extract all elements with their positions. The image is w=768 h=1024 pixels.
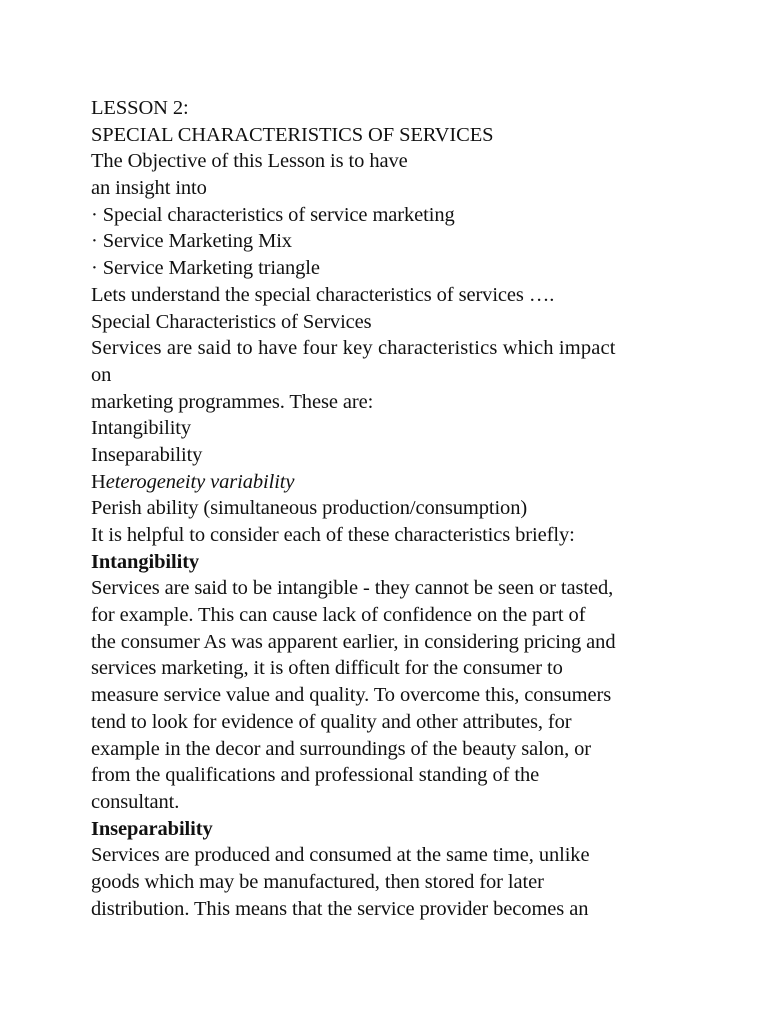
- paragraph-line: for example. This can cause lack of confidence on the part of: [91, 604, 586, 627]
- paragraph-line: services marketing, it is often difficult for the consumer to: [91, 657, 563, 680]
- lesson-title: SPECIAL CHARACTERISTICS OF SERVICES: [91, 123, 494, 146]
- paragraph-line: Services are said to be intangible - they cannot be seen or tasted,: [91, 577, 614, 600]
- section-heading-inseparability: Inseparability: [91, 817, 213, 840]
- characteristic-item: Inseparability: [91, 443, 203, 466]
- paragraph-line: distribution. This means that the service provider becomes an: [91, 897, 589, 920]
- document-body: [91, 95, 691, 922]
- paragraph-line: on: [91, 363, 112, 386]
- paragraph-line: Services are produced and consumed at the same time, unlike: [91, 844, 590, 867]
- lesson-number: LESSON 2:: [91, 97, 189, 119]
- paragraph-line: from the qualifications and professional standing of the: [91, 764, 540, 787]
- objective-line: The Objective of this Lesson is to have: [91, 150, 408, 173]
- paragraph-line: Services are said to have four key characteristics which impact: [91, 337, 616, 360]
- characteristic-item: Perish ability (simultaneous production/consumption): [91, 497, 528, 520]
- paragraph-line: example in the decor and surroundings of the beauty salon, or: [91, 737, 591, 760]
- paragraph-line: the consumer As was apparent earlier, in considering pricing and: [91, 630, 616, 653]
- intro-line: Lets understand the special characteristics of services ….: [91, 283, 555, 306]
- characteristic-item: Intangibility: [91, 417, 192, 440]
- objective-bullet: · Service Marketing Mix: [91, 230, 292, 253]
- characteristic-italic-text: eterogeneity variability: [105, 470, 295, 493]
- characteristic-item: [91, 469, 691, 496]
- objective-bullet: · Service Marketing triangle: [91, 257, 320, 280]
- objective-line: an insight into: [91, 177, 207, 200]
- paragraph-line: goods which may be manufactured, then stored for later: [91, 870, 544, 893]
- paragraph-line: consultant.: [91, 790, 180, 813]
- paragraph-line: It is helpful to consider each of these characteristics briefly:: [91, 524, 575, 546]
- paragraph-line: marketing programmes. These are:: [91, 390, 374, 413]
- characteristic-initial: H: [91, 470, 106, 493]
- paragraph-line: measure service value and quality. To overcome this, consumers: [91, 684, 612, 707]
- section-heading-intangibility: Intangibility: [91, 550, 200, 573]
- section-subtitle: Special Characteristics of Services: [91, 310, 372, 333]
- objective-bullet: · Special characteristics of service marketing: [91, 203, 455, 226]
- paragraph-line: tend to look for evidence of quality and other attributes, for: [91, 710, 572, 733]
